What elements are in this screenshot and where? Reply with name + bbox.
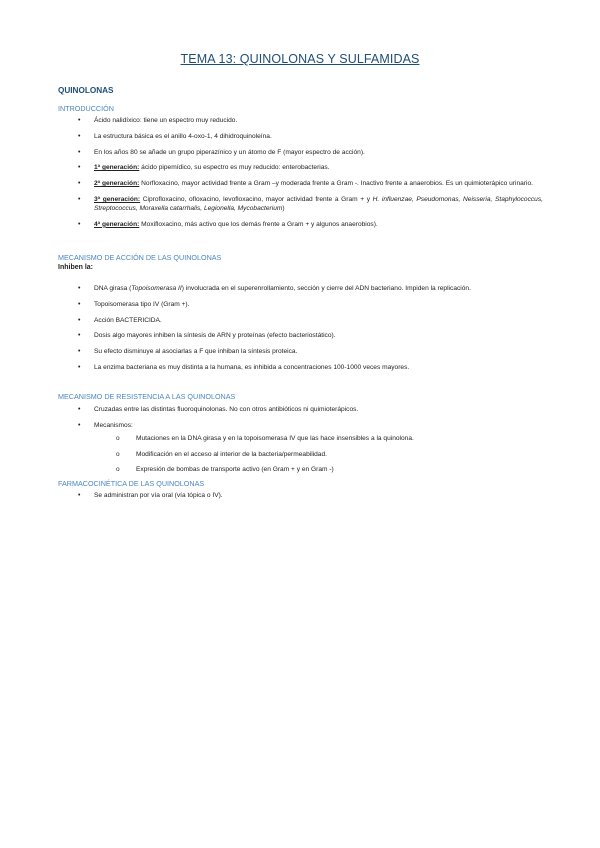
introduccion-list [58,116,543,236]
sublist-item: o Mutaciones en la DNA girasa y en la topoisomerasa IV que las hace insensibles a la quinolona. [116,434,414,442]
bullet-icon: • [78,180,81,188]
bullet-icon: • [78,363,81,371]
page-title: TEMA 13: QUINOLONAS Y SULFAMIDAS [180,52,420,66]
list-item: • Ácido nalidíxico: tiene un espectro muy reducido. [78,117,238,124]
subheading-mecanismo-accion: MECANISMO DE ACCIÓN DE LAS QUINOLONAS [58,253,222,262]
bullet-icon: • [78,421,81,429]
sublist-item: o Modificación en el acceso al interior de la bacteria/permeabilidad. [116,450,327,458]
list-item: • 2ª generación: Norfloxacino, mayor actividad frente a Gram –y moderada frente a Gram -. Inactivo frente a anaerobios. Es un quimioterápico urinario. [78,180,533,188]
list-item: • Cruzadas entre las distintas fluoroquinolonas. No con otros antibióticos ni quimioterápicos. [78,406,359,413]
bullet-icon: • [78,285,81,292]
inhiben-label: Inhiben la: [58,264,93,271]
section-heading-quinolonas: QUINOLONAS [58,86,114,95]
circle-bullet-icon: o [116,466,120,474]
bullet-icon: • [78,300,81,308]
subheading-mecanismo-resistencia: MECANISMO DE RESISTENCIA A LAS QUINOLONAS [58,392,236,401]
list-item: • Topoisomerasa tipo IV (Gram +). [78,300,190,308]
subheading-introduccion: INTRODUCCIÓN [58,104,114,113]
gen3-label: 3ª generación: [94,195,141,203]
farmacocinetica-list [58,491,543,507]
sublist-item: o Expresión de bombas de transporte activo (en Gram + y en Gram -) [116,466,334,474]
list-item: • DNA girasa (Topoisomerasa II) involucrada en el superenrollamiento, sección y cierre del ADN bacteriano. Impiden la replicación. [78,285,471,292]
circle-bullet-icon: o [116,450,120,458]
bacteria-list: H. influenzae, Pseudomonas, Neisseria, Staphylococcus, Streptococcus, Moraxella catarrhalis, Legionella, Mycobacterium [94,195,543,212]
gen2-label: 2ª generación: [94,180,140,188]
bullet-icon: • [78,316,81,324]
list-item: • Mecanismos: o Mutaciones en la DNA girasa y en la topoisomerasa IV que las hace insensibles a la quinolona. o Modificación en el acceso al interior de la bacteria/permeabilidad. o Expresión de bombas de transporte activo (en Gram + y en Gram -) [58,421,543,475]
list-item: • 3ª generación: Ciprofloxacino, ofloxacino, levofloxacino, mayor actividad frente a Gram + y H. influenzae, Pseudomonas, Neisseria, Staphylococcus, Streptococcus, Moraxella catarrhalis, Legionella, Mycobacterium) [78,195,543,212]
list-item: • En los años 80 se añade un grupo piperazínico y un átomo de F (mayor espectro de acción). [78,148,365,156]
list-item: • Dosis algo mayores inhiben la síntesis de ARN y proteínas (efecto bacteriostático). [78,332,336,340]
bullet-icon: • [78,148,81,156]
list-item: • La enzima bacteriana es muy distinta a la humana, es inhibida a concentraciones 100-1000 veces mayores. [78,363,410,371]
bullet-icon: • [78,406,81,413]
list-item: • Su efecto disminuye al asociarlas a F que inhiban la síntesis proteica. [78,348,298,356]
gen4-label: 4ª generación: [94,220,140,228]
bullet-icon: • [78,220,81,228]
bullet-icon: • [78,492,81,499]
subheading-farmacocinetica: FARMACOCINÉTICA DE LAS QUINOLONAS [58,479,205,488]
list-item: • 1ª generación: ácido pipemídico, su espectro es muy reducido: enterobacterias. [78,164,330,172]
mecanismo-accion-list [58,284,543,379]
mecanismos-sublist [94,434,543,475]
bullet-icon: • [78,117,81,124]
bullet-icon: • [78,164,81,172]
list-item: • 4ª generación: Moxifloxacino, más activo que los demás frente a Gram + y algunos anaerobios). [78,220,378,228]
list-item: • Acción BACTERICIDA. [78,316,162,324]
list-item: • Se administran por vía oral (vía tópica o IV). [78,492,223,499]
bullet-icon: • [78,332,81,340]
circle-bullet-icon: o [116,434,120,442]
gen1-label: 1ª generación: [94,164,140,172]
list-item: • La estructura básica es el anillo 4-oxo-1, 4 dihidroquinoleína. [78,132,272,140]
bullet-icon: • [78,195,81,203]
mecanismo-resistencia-list [58,405,543,481]
bullet-icon: • [78,132,81,140]
bullet-icon: • [78,348,81,356]
